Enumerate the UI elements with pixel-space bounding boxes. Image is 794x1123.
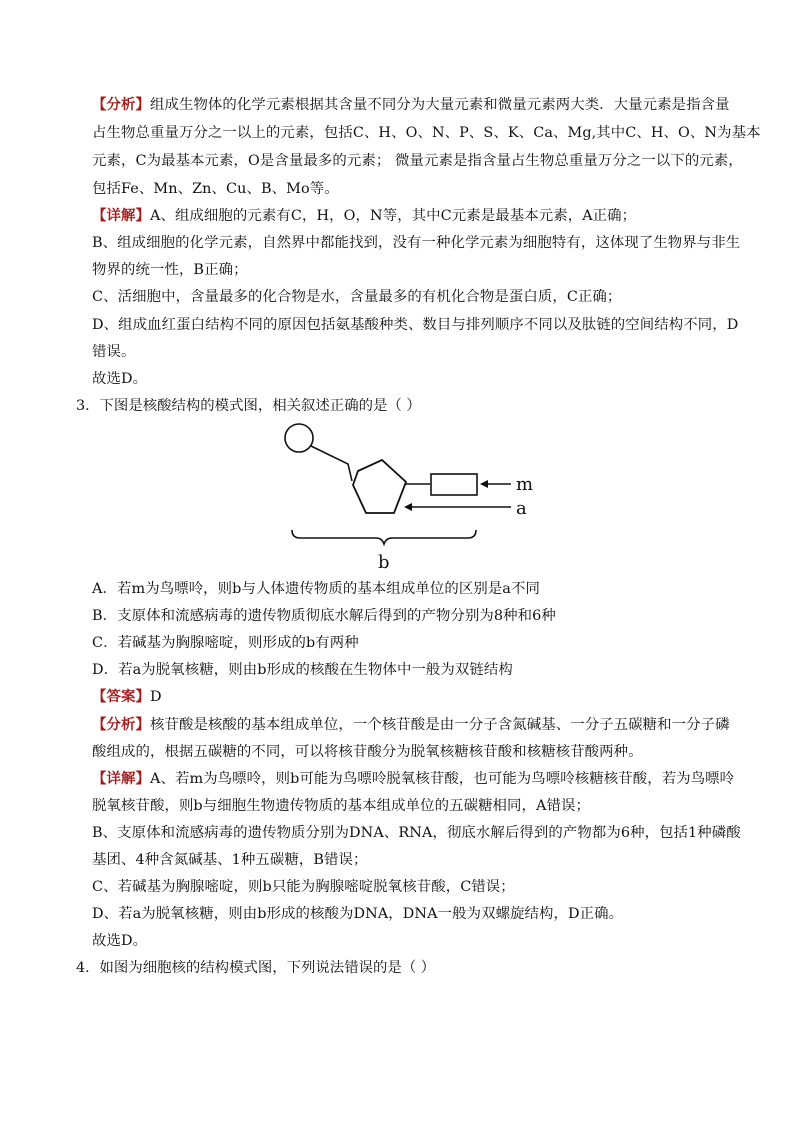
- label-a: a: [516, 498, 527, 519]
- q3-detail-text-1: A、若m为鸟嘌呤，则b可能为鸟嘌呤脱氧核苷酸，也可能为鸟嘌呤核糖核苷酸，若为鸟嘌呤: [149, 771, 735, 787]
- q2-detail-text-1: A、组成细胞的元素有C，H，O，N等，其中C元素是最基本元素，A正确；: [149, 208, 637, 224]
- phosphate-circle: [285, 424, 313, 452]
- detail-tag: 【详解】: [92, 770, 150, 787]
- arrow-m-head: [480, 480, 488, 488]
- q3-option-c: C．若碱基为胸腺嘧啶，则形成的b有两种: [92, 635, 359, 651]
- q3-detail-line-2: 脱氧核苷酸，则b与细胞生物遗传物质的基本组成单位的五碳糖相同，A错误；: [92, 798, 590, 814]
- q2-detail-line-1: [92, 207, 636, 225]
- q3-option-d: D．若a为脱氧核糖，则由b形成的核酸在生物体中一般为双链结构: [92, 662, 513, 678]
- q3-analysis-line-1: [92, 716, 730, 734]
- q2-analysis-line-4: 包括Fe、Mn、Zn、Cu、B、Mo等。: [92, 181, 339, 197]
- q3-detail-line-4: 基团、4种含氮碱基、1种五碳糖，B错误；: [92, 852, 368, 868]
- q2-detail-line-4: C、活细胞中，含量最多的化合物是水，含量最多的有机化合物是蛋白质，C正确；: [92, 289, 622, 305]
- phosphate-bond: [311, 446, 352, 481]
- nucleotide-svg: [280, 418, 540, 578]
- q2-analysis-line-3: 元素，C为最基本元素，O是含量最多的元素； 微量元素是指含量占生物总重量万分之一以下的元素，: [92, 153, 743, 169]
- brace-b: [292, 530, 476, 544]
- arrow-a-head: [404, 503, 412, 511]
- nucleotide-diagram: [280, 418, 540, 578]
- q2-detail-line-6: 错误。: [92, 344, 136, 360]
- q3-stem: 3．下图是核酸结构的模式图，相关叙述正确的是（ ）: [76, 398, 421, 414]
- q2-detail-line-5: D、组成血红蛋白结构不同的原因包括氨基酸种类、数目与排列顺序不同以及肽链的空间结构不同，D: [92, 317, 739, 333]
- answer-tag: 【答案】: [92, 688, 150, 705]
- analysis-tag: 【分析】: [92, 96, 150, 113]
- q2-detail-line-2: B、组成细胞的化学元素，自然界中都能找到，没有一种化学元素为细胞特有，这体现了生物界与非生: [92, 235, 741, 251]
- label-b: b: [378, 552, 390, 573]
- q3-option-a: A．若m为鸟嘌呤，则b与人体遗传物质的基本组成单位的区别是a不同: [92, 581, 540, 597]
- q4-stem: 4．如图为细胞核的结构模式图，下列说法错误的是（ ）: [76, 960, 436, 976]
- q3-answer-line: [92, 688, 162, 706]
- q3-detail-line-3: B、支原体和流感病毒的遗传物质分别为DNA、RNA，彻底水解后得到的产物都为6种，包括1种磷酸: [92, 825, 741, 841]
- q3-conclusion: 故选D。: [92, 933, 148, 949]
- q3-analysis-text-1: 核苷酸是核酸的基本组成单位，一个核苷酸是由一分子含氮碱基、一分子五碳糖和一分子磷: [149, 717, 730, 733]
- q3-detail-line-5: C、若碱基为胸腺嘧啶，则b只能为胸腺嘧啶脱氧核苷酸，C错误；: [92, 879, 515, 895]
- q3-analysis-line-2: 酸组成的，根据五碳糖的不同，可以将核苷酸分为脱氧核糖核苷酸和核糖核苷酸两种。: [92, 744, 643, 760]
- label-m: m: [516, 474, 534, 495]
- q2-detail-line-3: 物界的统一性，B正确；: [92, 262, 248, 278]
- q2-analysis-line-2: 占生物总重量万分之一以上的元素，包括C、H、O、N、P、S、K、Ca、Mg,其中C、H、O、N为基本: [92, 125, 761, 141]
- analysis-tag: 【分析】: [92, 716, 150, 733]
- base-rectangle: [431, 474, 477, 495]
- q2-conclusion: 故选D。: [92, 371, 148, 387]
- q2-analysis-line-1: [92, 96, 730, 114]
- pentose-pentagon: [353, 460, 406, 513]
- q3-detail-line-1: [92, 770, 734, 788]
- detail-tag: 【详解】: [92, 207, 150, 224]
- q3-option-b: B．支原体和流感病毒的遗传物质彻底水解后得到的产物分别为8种和6种: [92, 608, 556, 624]
- q2-analysis-text-1: 组成生物体的化学元素根据其含量不同分为大量元素和微量元素两大类．大量元素是指含量: [149, 97, 730, 113]
- q3-answer: D: [149, 689, 162, 705]
- q3-detail-line-6: D、若a为脱氧核糖，则由b形成的核酸为DNA，DNA一般为双螺旋结构，D正确。: [92, 906, 624, 922]
